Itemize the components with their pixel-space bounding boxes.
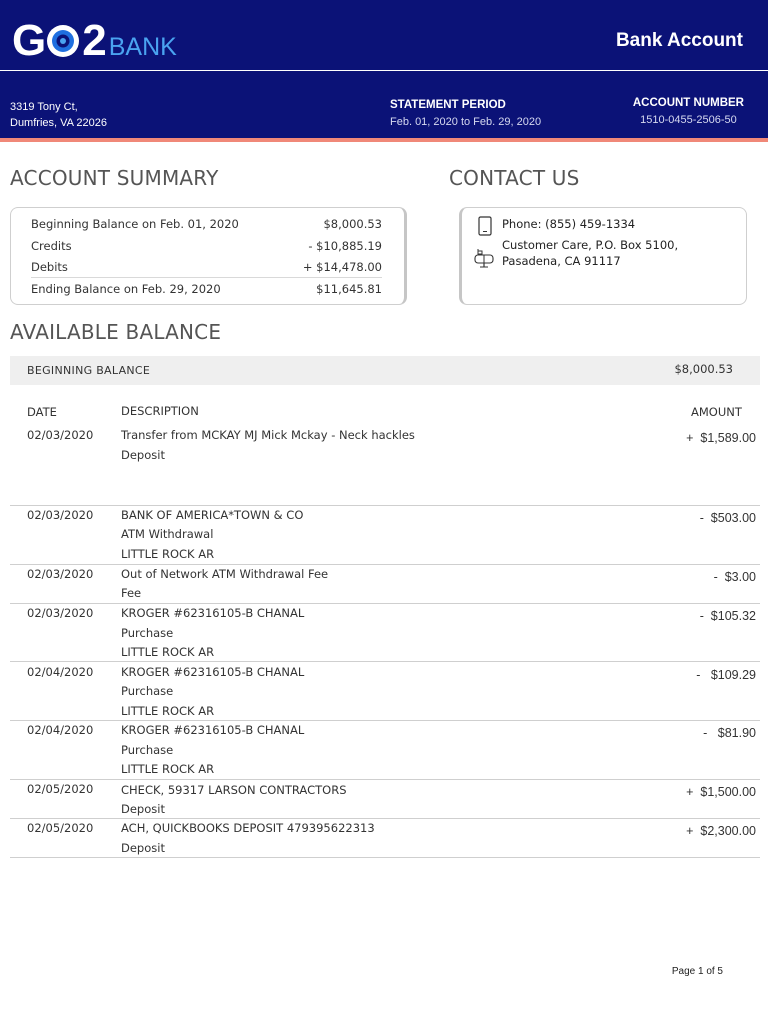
summary-label: Debits: [31, 260, 68, 274]
transaction-amount: - $81.90: [703, 726, 756, 740]
transaction-amount: - $503.00: [699, 511, 756, 525]
transaction-amount: + $1,500.00: [686, 785, 756, 799]
contact-us-title: CONTACT US: [449, 166, 580, 190]
statement-period: [390, 98, 541, 130]
transaction-date: 02/03/2020: [27, 428, 94, 442]
transaction-date: 02/03/2020: [27, 567, 94, 581]
statement-period-label: STATEMENT PERIOD: [390, 99, 506, 111]
transaction-description: Transfer from MCKAY MJ Mick Mckay - Neck hackles: [121, 428, 415, 442]
contact-phone: Phone: (855) 459-1334: [502, 217, 636, 231]
statement-period-value: Feb. 01, 2020 to Feb. 29, 2020: [390, 116, 542, 128]
go2bank-logo: [12, 14, 177, 64]
mailbox-icon: [473, 246, 495, 268]
summary-row-debits: [31, 256, 382, 278]
statement-header: [0, 0, 768, 140]
logo-two: 2: [82, 16, 105, 65]
column-header-amount: AMOUNT: [691, 405, 742, 419]
transaction-date: 02/04/2020: [27, 723, 94, 737]
transaction-amount: + $2,300.00: [686, 824, 756, 838]
transaction-location: LITTLE ROCK AR: [121, 645, 215, 659]
transaction-amount: - $3.00: [713, 570, 756, 584]
transaction-description: KROGER #62316105-B CHANAL: [121, 606, 305, 620]
row-divider: [10, 661, 760, 662]
logo-wordmark: [12, 18, 105, 64]
transaction-description: KROGER #62316105-B CHANAL: [121, 723, 305, 737]
transaction-location: LITTLE ROCK AR: [121, 762, 215, 776]
column-header-date: DATE: [27, 405, 57, 419]
transaction-description: BANK OF AMERICA*TOWN & CO: [121, 508, 304, 522]
row-divider: [10, 505, 760, 506]
transaction-description: ACH, QUICKBOOKS DEPOSIT 479395622313: [121, 821, 375, 835]
contact-box: [459, 207, 747, 305]
page-number: Page 1 of 5: [671, 966, 723, 977]
summary-label: Beginning Balance on Feb. 01, 2020: [31, 217, 239, 231]
row-divider: [10, 564, 760, 565]
logo-bank-text: BANK: [108, 33, 177, 61]
column-header-description: DESCRIPTION: [121, 404, 199, 418]
transaction-type: Fee: [121, 586, 142, 600]
transaction-amount: + $1,589.00: [686, 431, 756, 445]
transaction-date: 02/05/2020: [27, 821, 94, 835]
summary-value: - $10,885.19: [308, 239, 382, 253]
row-divider: [10, 603, 760, 604]
eye-icon: [45, 23, 81, 59]
document-title: Bank Account: [615, 30, 743, 51]
transaction-location: LITTLE ROCK AR: [121, 704, 215, 718]
transaction-description: Out of Network ATM Withdrawal Fee: [121, 567, 329, 581]
transaction-description: KROGER #62316105-B CHANAL: [121, 665, 305, 679]
contact-address-line-1: Customer Care, P.O. Box 5100,: [502, 238, 679, 252]
contact-address-line-2: Pasadena, CA 91117: [502, 254, 621, 268]
row-divider: [10, 720, 760, 721]
beginning-balance-value: $8,000.53: [674, 362, 733, 376]
summary-row-ending: [31, 277, 382, 299]
account-number-value: 1510-0455-2506-50: [640, 114, 737, 126]
phone-icon: [478, 216, 492, 236]
address-line-1: 3319 Tony Ct,: [10, 101, 78, 113]
transaction-date: 02/04/2020: [27, 665, 94, 679]
account-number-label: ACCOUNT NUMBER: [632, 97, 744, 109]
beginning-balance-bar: [10, 356, 760, 385]
account-number: [633, 96, 744, 128]
summary-label: Ending Balance on Feb. 29, 2020: [31, 281, 221, 296]
customer-address: [10, 99, 107, 131]
contact-address: [502, 237, 678, 269]
transaction-date: 02/05/2020: [27, 782, 94, 796]
transaction-amount: - $105.32: [699, 609, 756, 623]
summary-value: + $14,478.00: [302, 260, 382, 274]
summary-value: $11,645.81: [316, 281, 382, 296]
account-summary-box: [10, 207, 407, 305]
row-divider: [10, 818, 760, 819]
transaction-type: Purchase: [121, 626, 174, 640]
account-summary-title: ACCOUNT SUMMARY: [10, 166, 219, 190]
logo-g: G: [12, 16, 45, 65]
transaction-type: Deposit: [121, 841, 165, 855]
header-accent-line: [0, 138, 768, 142]
row-divider: [10, 857, 760, 858]
beginning-balance-label: BEGINNING BALANCE: [27, 364, 151, 377]
summary-row-credits: [31, 235, 382, 257]
transaction-amount: - $109.29: [696, 668, 756, 682]
transaction-type: Deposit: [121, 448, 165, 462]
header-divider: [0, 70, 768, 71]
available-balance-title: AVAILABLE BALANCE: [10, 320, 222, 344]
transaction-location: LITTLE ROCK AR: [121, 547, 215, 561]
transaction-type: ATM Withdrawal: [121, 527, 214, 541]
summary-row-beginning: [31, 213, 382, 235]
summary-label: Credits: [31, 239, 72, 253]
transaction-date: 02/03/2020: [27, 508, 94, 522]
transaction-type: Purchase: [121, 743, 174, 757]
transaction-type: Deposit: [121, 802, 165, 816]
transaction-type: Purchase: [121, 684, 174, 698]
transaction-date: 02/03/2020: [27, 606, 94, 620]
row-divider: [10, 779, 760, 780]
address-line-2: Dumfries, VA 22026: [10, 117, 108, 129]
summary-value: $8,000.53: [323, 217, 382, 231]
transaction-description: CHECK, 59317 LARSON CONTRACTORS: [121, 783, 347, 797]
